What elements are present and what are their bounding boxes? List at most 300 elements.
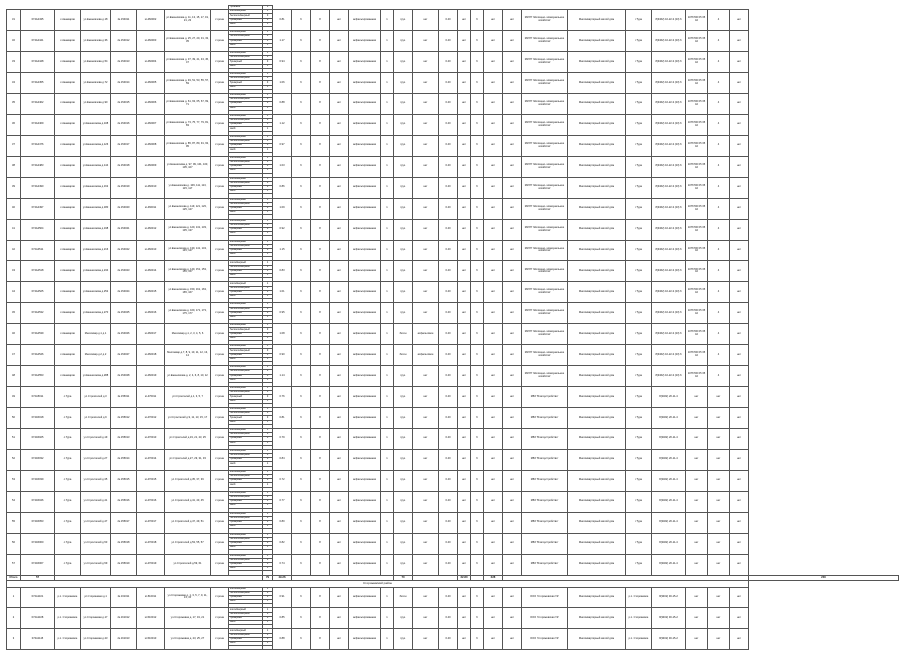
container-count: 0	[263, 616, 273, 620]
cover-type: нет	[413, 554, 439, 575]
schedule-note: нет	[708, 387, 730, 408]
street-house: ул.Ежениязова д.234	[81, 261, 111, 282]
organization-form: ст.рона	[211, 428, 229, 449]
served-addresses: ул.Строителей д.35, 37, 39	[165, 470, 211, 491]
extra-flag: нет	[730, 449, 749, 470]
fragment-label: грязевый	[229, 6, 263, 10]
record-number: 39	[7, 177, 21, 198]
site-owner: МКУП 'Жилищно- коммунальное хозяйство'	[522, 10, 568, 31]
base-type: груз.	[394, 240, 413, 261]
container-count: 1	[263, 567, 273, 571]
inn-code: st-470016	[137, 491, 165, 512]
container-count: 1	[263, 345, 273, 349]
settlement: с.Тура	[55, 512, 81, 533]
container-count: 1	[263, 315, 273, 319]
organization-form: ст.рона	[211, 135, 229, 156]
record-number: 3	[7, 629, 21, 650]
container-type-label: иной	[229, 106, 263, 110]
record-row	[7, 198, 899, 202]
site-owner: МБУ 'Благоустройство'	[522, 470, 568, 491]
record-row	[7, 303, 899, 307]
record-code: 074A5032	[21, 449, 55, 470]
container-volume: 0.40	[439, 73, 458, 94]
surface-type: асфальтированная	[349, 491, 381, 512]
site-count: 1	[381, 629, 394, 650]
registry-code: 2к.154015	[111, 93, 137, 114]
container-type-label: бункерный	[229, 458, 263, 462]
base-type: бетон	[394, 587, 413, 608]
cover-type: нет	[413, 10, 439, 31]
record-number: 31	[7, 10, 21, 31]
fence-flag: нет	[330, 449, 349, 470]
cover-type: нет	[413, 608, 439, 629]
record-row	[7, 261, 899, 265]
street-house: ул.Строителей д.47	[81, 512, 111, 533]
surface-type: асфальтированная	[349, 408, 381, 429]
organization-form: ст.рона	[211, 629, 229, 650]
organization-form: ст.рона	[211, 156, 229, 177]
registry-code: 2к.155014	[111, 449, 137, 470]
surface-type: асфальтированная	[349, 428, 381, 449]
container-volume: 0.40	[439, 387, 458, 408]
lighting-flag: нет	[484, 303, 503, 324]
container-type-label: бункерный	[229, 311, 263, 315]
site-format: 6	[292, 198, 311, 219]
container-type-label: бункерный	[229, 165, 263, 169]
served-addresses: ул.Ежениязова д. 159, 161, 163, 165, 167	[165, 282, 211, 303]
container-count: 0	[263, 433, 273, 437]
locality: г.Тура	[626, 428, 652, 449]
settlement: с.Акназаров	[55, 282, 81, 303]
served-addresses: ул.Строителей д.27, 29, 31, 33	[165, 449, 211, 470]
cover-type: нет	[413, 261, 439, 282]
served-addresses: ул.Ежениязова д. 129, 131, 133, 135, 137	[165, 219, 211, 240]
container-count: 0	[263, 349, 273, 353]
extra-flag: нет	[730, 512, 749, 533]
base-type: груз.	[394, 629, 413, 650]
site-format: 6	[292, 135, 311, 156]
lighting-flag: нет	[484, 324, 503, 345]
total-records: 57	[21, 575, 55, 580]
extra-flag: нет	[730, 324, 749, 345]
site-area: 0.81	[273, 408, 292, 429]
surface-type: асфальтированная	[349, 31, 381, 52]
canopy-flag: нет	[458, 449, 471, 470]
container-count: 0	[263, 562, 273, 566]
surface-type: асфальтированная	[349, 608, 381, 629]
container-count: 1	[263, 470, 273, 474]
surface-type: асфальтированная	[349, 198, 381, 219]
site-owner: МКУП 'Жилищно- коммунальное хозяйство'	[522, 156, 568, 177]
access-flag: нет	[503, 491, 522, 512]
container-type-label: бесконтейнерный	[229, 119, 263, 123]
contact-phone: 8(3462) 10-22-3 (23) 6	[652, 31, 686, 52]
container-total: 6	[471, 177, 484, 198]
registry-code: 2к.154020	[111, 198, 137, 219]
container-count: 1	[263, 641, 273, 645]
organization-form: ст.рона	[211, 608, 229, 629]
site-owner: МКУП 'Жилищно- коммунальное хозяйство'	[522, 135, 568, 156]
settlement: с.Акназаров	[55, 135, 81, 156]
site-owner: МКУП 'Жилищно- коммунальное хозяйство'	[522, 282, 568, 303]
cover-type: нет	[413, 491, 439, 512]
site-format: 6	[292, 52, 311, 73]
extra-flag: нет	[730, 31, 749, 52]
site-count: 1	[381, 512, 394, 533]
container-volume: 0.40	[439, 93, 458, 114]
fence-flag: нет	[330, 587, 349, 608]
surface-type: асфальтированная	[349, 629, 381, 650]
container-count: 0	[263, 144, 273, 148]
organization-form: ст.рона	[211, 345, 229, 366]
surface-type: асфальтированная	[349, 135, 381, 156]
container-volume: 0.40	[439, 219, 458, 240]
settlement: с.Тура	[55, 491, 81, 512]
access-flag: нет	[503, 114, 522, 135]
registry-code: 2к.161012	[111, 608, 137, 629]
site-format: 6	[292, 73, 311, 94]
canopy-flag: нет	[458, 491, 471, 512]
served-addresses: ул.Строителей д.47, 49, 51	[165, 512, 211, 533]
access-flag: нет	[503, 219, 522, 240]
ogrn-code: 1076700 05 35 42	[686, 366, 708, 387]
site-owner: МКУП 'Жилищно- коммунальное хозяйство'	[522, 31, 568, 52]
container-volume: 0.40	[439, 408, 458, 429]
container-count: 0	[263, 223, 273, 227]
served-addresses: ул.Ежениязова д. 109, 111, 113, 115, 117	[165, 177, 211, 198]
cover-type: нет	[413, 587, 439, 608]
container-count: 1	[263, 219, 273, 223]
container-count: 1	[263, 533, 273, 537]
contact-phone: 8(3462) 20-11-4	[652, 554, 686, 575]
container-count: 1	[263, 336, 273, 340]
record-code: 074A1108	[21, 608, 55, 629]
waste-source: Многоквартирный жилой дом	[568, 408, 626, 429]
record-code: 074A4476	[21, 135, 55, 156]
record-code: 074A4441	[21, 31, 55, 52]
record-code: 074A4525	[21, 282, 55, 303]
served-addresses: ул.Ежениязова д. 169, 171, 173, 175, 177	[165, 303, 211, 324]
container-count: 1	[263, 629, 273, 633]
contact-phone: 8(3462) 10-22-3 (23) 6	[652, 114, 686, 135]
served-addresses: ул.Ежениязова д. 119, 121, 123, 125, 127	[165, 198, 211, 219]
container-total: 6	[471, 408, 484, 429]
container-volume: 0.40	[439, 324, 458, 345]
container-count: 1	[263, 127, 273, 131]
container-type-label: контейнерный	[229, 587, 263, 591]
contact-phone: 8(3462) 20-11-4	[652, 533, 686, 554]
record-code: 074A5067	[21, 554, 55, 575]
served-addresses: ул.Ежениязова д. 73, 75, 77, 79, 81, 83	[165, 114, 211, 135]
record-number: 41	[7, 219, 21, 240]
site-format: 6	[292, 366, 311, 387]
inn-code: st-460008	[137, 135, 165, 156]
site-format: 6	[292, 345, 311, 366]
ogrn-code: 1076700 05 35 42	[686, 31, 708, 52]
site-quantity: 8	[311, 470, 330, 491]
access-flag: нет	[503, 408, 522, 429]
waste-source: Многоквартирный жилой дом	[568, 608, 626, 629]
record-row	[7, 408, 899, 412]
container-count: 0	[263, 202, 273, 206]
container-type-label: иной	[229, 483, 263, 487]
settlement: с.Акназаров	[55, 366, 81, 387]
container-count: 1	[263, 483, 273, 487]
site-quantity: 8	[311, 177, 330, 198]
container-type-label: контейнерный	[229, 31, 263, 35]
record-code: 074A4435	[21, 10, 55, 31]
base-type: груз.	[394, 533, 413, 554]
access-flag: нет	[503, 449, 522, 470]
cover-type: нет	[413, 240, 439, 261]
street-house: ул.Строителей д.9	[81, 408, 111, 429]
container-type-label: бесконтейнерный	[229, 160, 263, 164]
container-count: 0	[263, 98, 273, 102]
organization-form: ст.рона	[211, 470, 229, 491]
container-type-label: иной	[229, 357, 263, 361]
container-type-label: бесконтейнерный	[229, 633, 263, 637]
fence-flag: нет	[330, 135, 349, 156]
container-volume: 0.40	[439, 366, 458, 387]
container-type-label: бункерный	[229, 81, 263, 85]
container-type-label: бесконтейнерный	[229, 558, 263, 562]
organization-form: ст.рона	[211, 324, 229, 345]
record-number: 32	[7, 31, 21, 52]
fence-flag: нет	[330, 261, 349, 282]
registry-code: 2к.161011	[111, 587, 137, 608]
site-quantity: 8	[311, 73, 330, 94]
container-count: 0	[263, 500, 273, 504]
lighting-flag: нет	[484, 345, 503, 366]
site-owner: МКУП 'Жилищно- коммунальное хозяйство'	[522, 114, 568, 135]
container-type-label: иной	[229, 127, 263, 131]
site-owner: МКУП 'Жилищно- коммунальное хозяйство'	[522, 324, 568, 345]
registry-code: 2к.154027	[111, 345, 137, 366]
site-format: 6	[292, 554, 311, 575]
waste-source: Многоквартирный жилой дом	[568, 282, 626, 303]
registry-code: 2к.155018	[111, 533, 137, 554]
ogrn-code: нет	[686, 387, 708, 408]
contact-phone: 8(3462) 30-15-2	[652, 587, 686, 608]
container-total: 6	[471, 52, 484, 73]
fence-flag: нет	[330, 177, 349, 198]
container-count: 1	[263, 274, 273, 278]
container-type-label: бункерный	[229, 437, 263, 441]
base-type: груз.	[394, 470, 413, 491]
container-count: 1	[263, 428, 273, 432]
container-type-label: бункерный	[229, 290, 263, 294]
record-row	[7, 135, 899, 139]
settlement: с.Тура	[55, 428, 81, 449]
container-type-label: бесконтейнерный	[229, 265, 263, 269]
contact-phone: 8(3462) 20-11-4	[652, 470, 686, 491]
container-count: 1	[263, 114, 273, 118]
settlement: с.Акназаров	[55, 10, 81, 31]
site-quantity: 8	[311, 491, 330, 512]
canopy-flag: нет	[458, 629, 471, 650]
site-format: 6	[292, 219, 311, 240]
container-count: 0	[263, 391, 273, 395]
record-row	[7, 587, 899, 591]
served-addresses: ул.Ежениязова д. 139, 141, 143, 145, 147	[165, 240, 211, 261]
fence-flag: нет	[330, 198, 349, 219]
record-number: 55	[7, 512, 21, 533]
container-type-label: иной	[229, 315, 263, 319]
record-code: 074A5046	[21, 491, 55, 512]
inn-code: st-460002	[137, 10, 165, 31]
site-format: 6	[292, 408, 311, 429]
site-count: 1	[381, 198, 394, 219]
schedule-note: нет	[708, 512, 730, 533]
registry-code: 2к.155015	[111, 470, 137, 491]
fence-flag: нет	[330, 324, 349, 345]
registry-code: 2к.154023	[111, 261, 137, 282]
container-count: 1	[263, 148, 273, 152]
site-owner: МКУП 'Жилищно- коммунальное хозяйство'	[522, 52, 568, 73]
container-count: 1	[263, 156, 273, 160]
street-house: ул.Ежениязова д.198	[81, 219, 111, 240]
served-addresses: ул.Сторожевая д. 23, 25, 27	[165, 629, 211, 650]
base-type: бетон	[394, 345, 413, 366]
locality: г.Тура	[626, 135, 652, 156]
ogrn-code: 1076700 05 35 42	[686, 93, 708, 114]
container-volume: 0.40	[439, 114, 458, 135]
container-volume: 0.40	[439, 629, 458, 650]
container-count: 1	[263, 190, 273, 194]
registry-code: 2к.154022	[111, 240, 137, 261]
served-addresses: ул.Строителей д.41, 43, 45	[165, 491, 211, 512]
container-count: 0	[263, 479, 273, 483]
schedule-note: 4	[708, 366, 730, 387]
site-area: 1.12	[273, 114, 292, 135]
access-flag: нет	[503, 156, 522, 177]
surface-type: асфальтированная	[349, 554, 381, 575]
cover-type: нет	[413, 282, 439, 303]
lighting-flag: нет	[484, 470, 503, 491]
container-type-label: иной	[229, 169, 263, 173]
site-quantity: 8	[311, 114, 330, 135]
container-type-label: иной	[229, 441, 263, 445]
container-type-label: бункерный	[229, 616, 263, 620]
locality: г.Тура	[626, 282, 652, 303]
fence-flag: нет	[330, 31, 349, 52]
locality: г.Тура	[626, 387, 652, 408]
extra-flag: нет	[730, 554, 749, 575]
site-format: 6	[292, 387, 311, 408]
registry-code: 2к.154016	[111, 114, 137, 135]
site-area: 1.08	[273, 324, 292, 345]
fence-flag: нет	[330, 10, 349, 31]
street-house: ул.Сторожевая д.1	[81, 587, 111, 608]
canopy-flag: нет	[458, 177, 471, 198]
lighting-flag: нет	[484, 449, 503, 470]
site-count: 1	[381, 449, 394, 470]
container-count: 0	[263, 307, 273, 311]
container-type-label: бесконтейнерный	[229, 537, 263, 541]
site-format: 6	[292, 282, 311, 303]
site-count: 1	[381, 177, 394, 198]
canopy-flag: нет	[458, 52, 471, 73]
record-number: 47	[7, 345, 21, 366]
canopy-flag: нет	[458, 512, 471, 533]
container-type-label: бункерный	[229, 479, 263, 483]
access-flag: нет	[503, 31, 522, 52]
fence-flag: нет	[330, 345, 349, 366]
container-count: 0	[263, 227, 273, 231]
locality: г.Тура	[626, 366, 652, 387]
waste-source: Многоквартирный жилой дом	[568, 470, 626, 491]
contact-phone: 8(3462) 20-11-4	[652, 449, 686, 470]
cover-type: нет	[413, 629, 439, 650]
canopy-flag: нет	[458, 533, 471, 554]
container-count: 0	[263, 374, 273, 378]
container-count: 1	[263, 169, 273, 173]
site-quantity: 8	[311, 219, 330, 240]
locality: г.Тура	[626, 52, 652, 73]
ogrn-code: 1076700 05 35 42	[686, 135, 708, 156]
organization-form: ст.рона	[211, 449, 229, 470]
container-count: 1	[263, 52, 273, 56]
served-addresses: Многоквар.д.1, 2, 3, 4, 5, 6	[165, 324, 211, 345]
settlement: с.Акназаров	[55, 198, 81, 219]
record-row	[7, 282, 899, 286]
settlement: с.Акназаров	[55, 52, 81, 73]
registry-code: 2к.154026	[111, 324, 137, 345]
container-type-label: контейнерный	[229, 366, 263, 370]
container-count: 1	[263, 10, 273, 14]
extra-flag: нет	[730, 282, 749, 303]
record-code: 074A5053	[21, 512, 55, 533]
settlement: с.Акназаров	[55, 73, 81, 94]
site-area: 0.88	[273, 93, 292, 114]
cover-type: нет	[413, 31, 439, 52]
ogrn-code: 1076700 05 35 42	[686, 345, 708, 366]
container-type-label: бункерный	[229, 353, 263, 357]
record-row	[7, 219, 899, 223]
extra-flag: нет	[730, 408, 749, 429]
record-number: 51	[7, 428, 21, 449]
site-area: 0.83	[273, 261, 292, 282]
locality: р.п. Сторожевое	[626, 629, 652, 650]
lighting-flag: нет	[484, 428, 503, 449]
canopy-flag: нет	[458, 10, 471, 31]
container-type-label: иной	[229, 378, 263, 382]
registry-code: 2к.155011	[111, 387, 137, 408]
contact-phone: 8(3462) 20-11-4	[652, 512, 686, 533]
base-type: груз.	[394, 428, 413, 449]
record-row	[7, 240, 899, 244]
registry-code: 2к.155019	[111, 554, 137, 575]
settlement: с.Акназаров	[55, 114, 81, 135]
container-count: 0	[263, 165, 273, 169]
site-count: 1	[381, 73, 394, 94]
container-count: 0	[263, 332, 273, 336]
record-row	[7, 533, 899, 537]
organization-form: ст.рона	[211, 554, 229, 575]
container-count: 1	[263, 240, 273, 244]
street-house: ул.Строителей д.41	[81, 491, 111, 512]
ogrn-code: 1076700 05 35 42	[686, 156, 708, 177]
container-type-label: бункерный	[229, 248, 263, 252]
container-count: 0	[263, 542, 273, 546]
record-row	[7, 387, 899, 391]
locality: г.Тура	[626, 345, 652, 366]
site-quantity: 8	[311, 198, 330, 219]
container-count: 1	[263, 408, 273, 412]
schedule-note: нет	[708, 554, 730, 575]
site-quantity: 8	[311, 449, 330, 470]
waste-source: Многоквартирный жилой дом	[568, 512, 626, 533]
